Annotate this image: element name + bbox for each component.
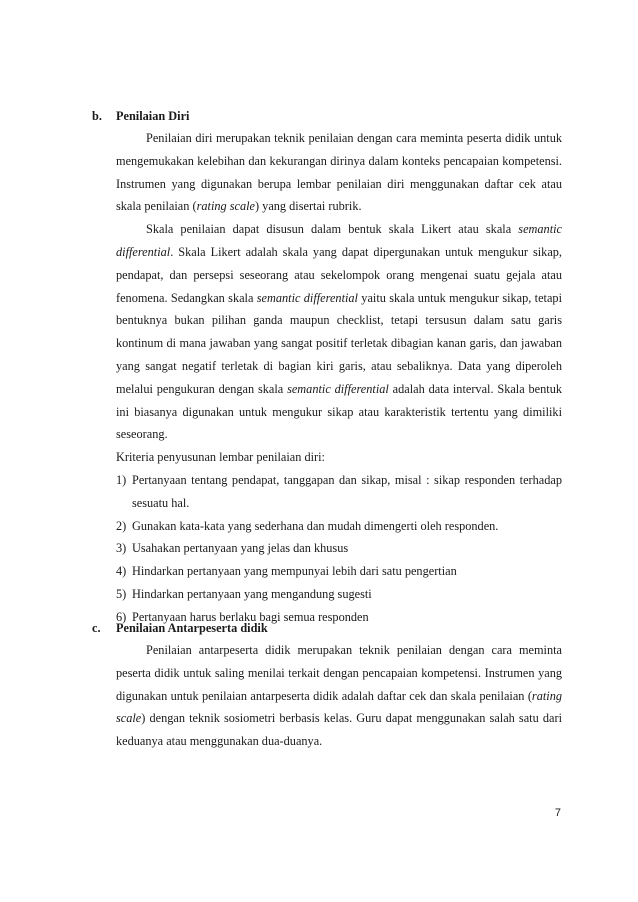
section-heading xyxy=(92,618,562,638)
list-item: 4) Hindarkan pertanyaan yang mempunyai lebih dari satu pengertian xyxy=(116,564,457,579)
paragraph: Skala penilaian dapat disusun dalam bentuk skala Likert atau skala semantic differential. Skala Likert adalah skala yang dapat dipergunakan untuk mengukur sikap, pendapat, dan persepsi seseorang atau sekelompok orang mengenai suatu gejala atau fenomena. Sedangkan skala semantic differential yaitu skala untuk mengukur sikap, tetapi bentuknya bukan pilihan ganda maupun checklist, tetapi tersusun dalam satu garis kontinum di mana jawaban yang sangat positif terletak dibagian kanan garis, dan jawaban yang sangat negatif terletak di bagian kiri garis, atau sebaliknya. Data yang diperoleh melalui pengukuran dengan skala semantic differential adalah data interval. Skala bentuk ini biasanya digunakan untuk mengukur sikap atau karakteristik tertentu yang dimiliki seseorang. xyxy=(116,222,562,442)
page-number: 7 xyxy=(554,807,561,819)
section-body xyxy=(116,639,562,753)
criteria-list xyxy=(116,469,562,629)
list-item: 3) Usahakan pertanyaan yang jelas dan khusus xyxy=(116,541,349,556)
section-penilaian-diri xyxy=(92,106,562,629)
list-item: 2) Gunakan kata-kata yang sederhana dan mudah dimengerti oleh responden. xyxy=(116,518,499,533)
list-item: 1) Pertanyaan tentang pendapat, tanggapan dan sikap, misal : sikap responden terhadap sesuatu hal. xyxy=(116,472,562,510)
section-title: Penilaian Diri xyxy=(116,109,190,123)
section-heading xyxy=(92,106,562,126)
section-penilaian-antarpeserta xyxy=(92,618,562,753)
section-title: Penilaian Antarpeserta didik xyxy=(116,621,268,635)
section-letter: c. xyxy=(92,621,101,635)
list-item: 6) Pertanyaan harus berlaku bagi semua responden xyxy=(116,609,369,624)
paragraph: Penilaian antarpeserta didik merupakan teknik penilaian dengan cara meminta peserta didik untuk saling menilai terkait dengan pencapaian kompetensi. Instrumen yang digunakan untuk penilaian antarpeserta didik adalah daftar cek dan skala penilaian (rating scale) dengan teknik sosiometri berbasis kelas. Guru dapat menggunakan salah satu dari keduanya atau menggunakan dua-duanya. xyxy=(116,643,562,749)
paragraph: Penilaian diri merupakan teknik penilaian dengan cara meminta peserta didik untuk mengemukakan kelebihan dan kekurangan dirinya dalam konteks pencapaian kompetensi. Instrumen yang digunakan berupa lembar penilaian diri menggunakan daftar cek atau skala penilaian (rating scale) yang disertai rubrik. xyxy=(116,131,562,214)
section-body xyxy=(116,127,562,629)
criteria-intro: Kriteria penyusunan lembar penilaian diri: xyxy=(116,450,325,465)
section-letter: b. xyxy=(92,109,102,123)
list-item: 5) Hindarkan pertanyaan yang mengandung sugesti xyxy=(116,586,372,601)
